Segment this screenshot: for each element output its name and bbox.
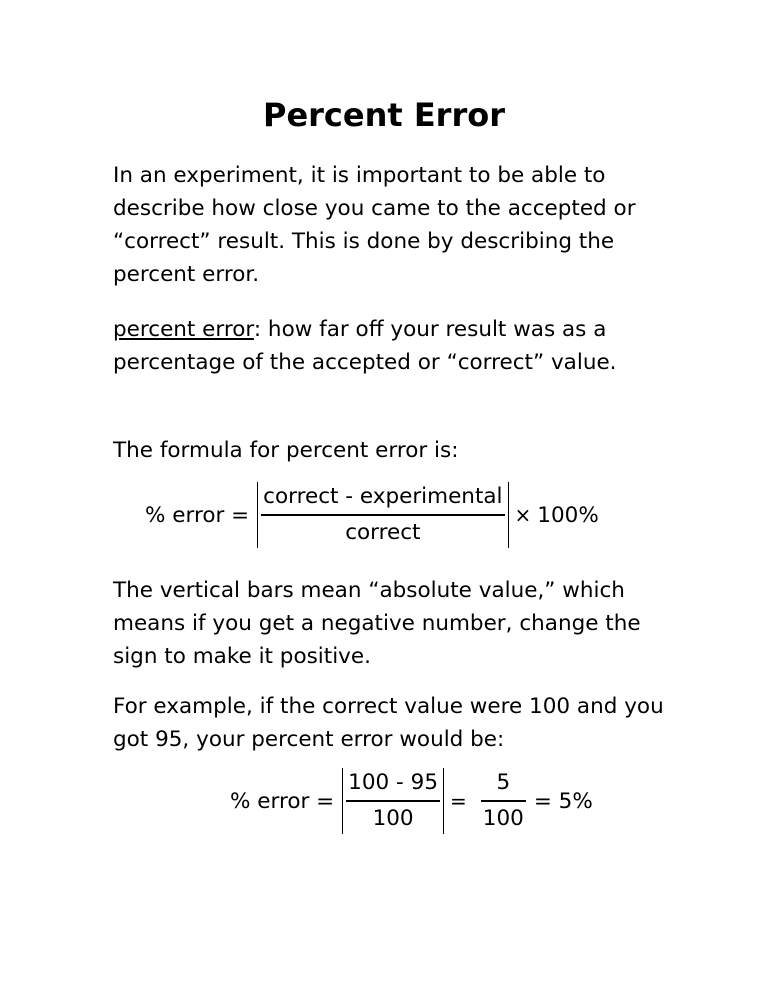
example-denominator-2: 100 xyxy=(482,805,524,831)
definition-paragraph xyxy=(113,313,673,379)
fraction-bar xyxy=(481,800,526,801)
fraction-bar xyxy=(261,514,504,515)
example-lhs: % error = xyxy=(230,788,335,814)
absolute-value-note: The vertical bars mean “absolute value,” which means if you get a negative number, change the sign to make it positive. xyxy=(113,578,641,669)
formula-numerator: correct - experimental xyxy=(263,484,503,510)
example-numerator: 100 - 95 xyxy=(348,770,438,796)
equals-sign: = xyxy=(450,789,467,813)
example-denominator: 100 xyxy=(372,805,414,831)
multiply-sign: × xyxy=(514,503,532,527)
formula-lhs: % error = xyxy=(145,502,250,528)
formula-denominator: correct xyxy=(345,519,421,545)
example-intro: For example, if the correct value were 100 and you got 95, your percent error would be: xyxy=(113,694,664,752)
formula-intro: The formula for percent error is: xyxy=(113,438,459,463)
example-fraction xyxy=(346,769,440,832)
absolute-value-bars xyxy=(257,482,508,548)
example-formula xyxy=(230,768,593,834)
example-absolute-value-bars xyxy=(342,768,444,834)
example-result: = 5% xyxy=(533,788,593,814)
formula-factor: 100% xyxy=(537,502,599,528)
definition-text: : how far off your result was as a percentage of the accepted or “correct” value. xyxy=(113,317,617,375)
fraction-bar xyxy=(346,800,440,801)
example-simplified-fraction xyxy=(481,769,526,832)
page-title: Percent Error xyxy=(262,96,505,134)
definition-term: percent error xyxy=(113,317,254,342)
example-numerator-2: 5 xyxy=(496,770,511,796)
intro-paragraph: In an experiment, it is important to be able to describe how close you came to the accepted or “correct” result. This is done by describing the percent error. xyxy=(113,163,636,287)
formula-fraction xyxy=(261,483,504,546)
percent-error-formula xyxy=(145,482,599,548)
